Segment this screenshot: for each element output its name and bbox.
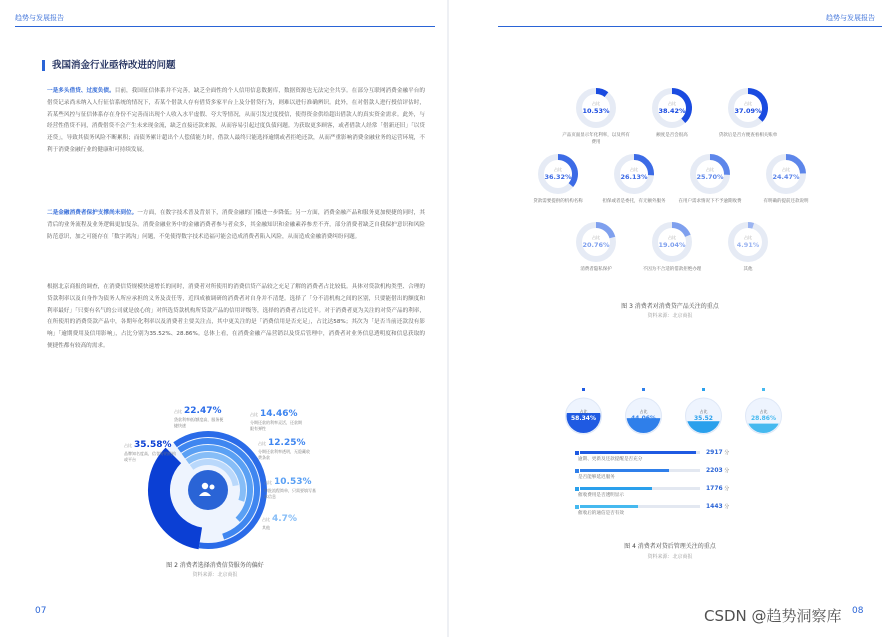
fig2-value: 12.25%: [268, 438, 306, 448]
fig4-circle-0: [562, 388, 606, 438]
right-header-title: 趋势与发展报告: [826, 14, 875, 22]
fig4-bar-label: 催收后的通信是否有效: [578, 511, 624, 516]
fig3-ring-2: [718, 86, 778, 140]
fig4-circle-value: 28.86%: [751, 415, 776, 422]
fig4-bar-value-wrap: [706, 503, 729, 510]
fig4-caption: 图 4 消费者对贷后管理关注的重点: [624, 543, 716, 550]
fig3-ring-4: [602, 152, 666, 206]
fig2-annotation-row: [264, 469, 316, 488]
fig4-bar-bullet: [575, 469, 579, 473]
fig2-annotation-row: [174, 398, 226, 417]
fig4-circle-3: [742, 388, 786, 438]
fig4-source: 资料来源：北京商报: [647, 554, 693, 560]
fig3-ring-svg: [726, 86, 770, 130]
left-header-title: 趋势与发展报告: [15, 14, 64, 22]
fig3-ring-prefix: 占比: [744, 101, 752, 106]
fig3-ring-label: 有明确的提前还款说明: [763, 199, 809, 204]
fig4-bar-value-wrap: [706, 449, 729, 456]
fig4-bar-value: 2917: [706, 449, 723, 456]
fig3-ring-value: 20.76%: [582, 241, 610, 249]
fig2-value-prefix: 占比: [264, 480, 272, 485]
fig3-ring-prefix: 占比: [668, 235, 676, 240]
paragraph-2-body: 一方面，在数字技术普及背景下，消费金融的门槛进一步降低；另一方面，消费金融产品和服务更加便捷的同时，其背后的业务流程及业务逻辑更加复杂。消费金融业务中的金融消费者参与者众多，其金融知识和金融素养参差不齐，部分消费者缺乏自我保护意识和风险防范意识，加之可能存在「数字鸿沟」问题，不免使得数字技术造福可能会造成消费者陷入风险，从而造成金融消费纠纷问题。: [47, 210, 425, 240]
paragraph-2: [47, 208, 425, 243]
fig4-bar-fill: [580, 505, 638, 508]
fig3-ring-prefix: 占比: [744, 235, 752, 240]
fig3-ring-arc: [596, 91, 606, 95]
fig3-ring-7: [572, 220, 620, 274]
paragraph-1-body: 目前，我国征信体系并不完善，缺乏全面性的个人信用信息数据库，数据资源也无法完全共享。在部分互联网消费金融平台的借贷记录尚未纳入人行征信系统的情况下，若某个借款人存有借贷多家平台上及分借贷行为，则难以进行准确辨识。此外，在对借款人进行授信评估时，若某些风控与征信体系存在身份不完善而出现个人收入水平虚假、夸大等情况，从而引发过度授信，使得资金供给超出借款人的真实资金需求。此外，与经营性借贷不同，消费借贷不会产生未来现金流，缺乏直接还款来源，从而容易引起过度负债问题。为获取更多顾客，或者借款人经常「借新还旧」「以贷还贷」，导致其债务风险不断累积；而债务累计超出个人偿债能力时，借款人最终只能选择逾期或者拒绝还款，从而严重影响消费金融业务的运营环境，不利于消费金融行业的健康和可持续发展。: [47, 88, 425, 153]
fig3-ring-1: [648, 86, 696, 140]
fig4-circle-value: 35.52: [694, 415, 713, 422]
fig3-ring-label: 担保或者是委托，有无额外服务: [602, 199, 666, 204]
right-page-number: 08: [852, 606, 864, 616]
fig4-dot: [582, 388, 585, 391]
fig3-ring-value: 4.91%: [736, 241, 760, 249]
fig4-bar-label: 催收费用是否透明显示: [578, 493, 624, 498]
fig2-annotation-row: [262, 506, 314, 525]
fig4-circle-2: [682, 388, 726, 438]
fig4-bar-value-wrap: [706, 467, 729, 474]
fig4-bar-label: 逾期、更新及还款提醒是否充分: [578, 457, 643, 462]
fig3-ring-prefix: 占比: [554, 167, 562, 172]
fig3-ring-prefix: 占比: [782, 167, 790, 172]
left-header-rule: [15, 26, 435, 27]
fig4-circle-prefix: 占比: [759, 409, 768, 414]
fig3-ring-label: 在用户需求情况下不予逾期收费: [678, 199, 742, 204]
fig4-bar-unit: 分: [722, 468, 730, 474]
fig2-annotation-row: [124, 432, 176, 451]
paragraph-2-lead: 二是金融消费者保护支撑尚未到位。: [47, 210, 138, 216]
fig2-desc: 审批流程简单，只需要填写基本信息: [264, 488, 316, 499]
fig4-circle-prefix: 占比: [699, 409, 708, 414]
fig3-source: 资料来源：北京商报: [647, 313, 693, 319]
fig3-ring-svg: [574, 86, 618, 130]
fig3-ring-value: 10.53%: [582, 107, 610, 115]
users-icon-second: [210, 485, 215, 490]
fig4-dot: [642, 388, 645, 391]
fig3-ring-5: [678, 152, 742, 206]
fig3-ring-prefix: 占比: [592, 101, 600, 106]
fig3-caption: 图 3 消费者对消费贷产品关注的重点: [621, 303, 719, 310]
fig3-ring-arc: [748, 225, 753, 226]
fig2-annotation-5: [124, 432, 176, 462]
fig2-annotation-4: [262, 506, 314, 531]
fig3-ring-value: 37.09%: [734, 107, 762, 115]
right-header-rule: [498, 26, 882, 27]
fig4-bar-bullet: [575, 505, 579, 509]
fig3-ring-svg: [764, 152, 808, 196]
fig4-bar-unit: 分: [722, 504, 730, 510]
fig4-dot: [702, 388, 705, 391]
fig4-bar-fill: [580, 469, 669, 472]
fig3-ring-svg: [574, 220, 618, 264]
fig2-desc: 分期还款的利率灵活，还款期限有弹性: [250, 420, 302, 431]
fig4-bar-value: 1776: [706, 485, 723, 492]
fig2-desc: 分期还款利率透明，无隐藏收费条款: [258, 449, 310, 460]
fig3-ring-label: 不因为不合适的借款拒绝办理: [642, 267, 702, 272]
fig2-value-prefix: 占比: [250, 412, 258, 417]
users-icon: [202, 483, 208, 489]
fig3-ring-9: [724, 220, 772, 274]
fig3-ring-8: [642, 220, 702, 274]
fig3-ring-svg: [688, 152, 732, 196]
fig3-ring-3: [534, 152, 582, 206]
fig3-ring-value: 36.32%: [544, 173, 572, 181]
fig4-bar-unit: 分: [722, 486, 730, 492]
fig4-circle-prefix: 占比: [639, 409, 648, 414]
fig2-source: 资料来源：北京商报: [192, 572, 238, 578]
paragraph-1: [47, 86, 425, 157]
fig2-value: 22.47%: [184, 406, 222, 416]
fig3-ring-prefix: 占比: [630, 167, 638, 172]
watermark-text: CSDN @趋势洞察库: [704, 607, 842, 625]
fig2-annotation-1: [250, 401, 302, 431]
fig4-circle-1: [622, 388, 666, 438]
fig3-ring-label: 消费者隐私保护: [580, 267, 612, 272]
fig2-annotation-3: [264, 469, 316, 499]
fig4-bar-value: 2203: [706, 467, 723, 474]
fig3-ring-svg: [650, 220, 694, 264]
section-title: 我国消金行业亟待改进的问题: [42, 60, 176, 71]
paragraph-1-lead: 一是多头借贷、过度负债。: [47, 88, 115, 94]
paragraph-3: [47, 282, 425, 353]
fig2-center-disc: [188, 470, 228, 510]
fig4-circle-value: 44.06%: [631, 415, 656, 422]
fig3-ring-svg: [536, 152, 580, 196]
fig3-ring-label: 额度是否会很高: [656, 133, 688, 138]
fig3-ring-label: 产品页面显示年化利率，以及所有费用: [562, 133, 630, 145]
fig4-bar-unit: 分: [722, 450, 730, 456]
fig2-annotation-row: [250, 401, 302, 420]
fig2-desc: 品牌知名度高，信誉好的机构或平台: [124, 451, 176, 462]
fig3-ring-6: [762, 152, 810, 206]
fig4-bar-value: 1443: [706, 503, 723, 510]
fig3-ring-value: 26.13%: [620, 173, 648, 181]
fig3-ring-label: 贷款需要提供的机构名称: [533, 199, 583, 204]
fig3-ring-svg: [612, 152, 656, 196]
paragraph-3-body: 根据北京商报的调查，在消费信贷规模快速增长的同时，消费者对所使用的消费信贷产品较之充足了解的消费者占比较低。具体对贷款机构类型、合理的贷款利率以及自身作为债务人所应承担的义务及责任等，近四成被调研的消费者对自身并不清楚。选择了「分不清机构之间的区别，只要能借出的额度和利率最好」「只要有名气的公司就是放心的」对所选贷款机构所贷款产品的信用评级等，选择的消费者占比近半。对于消费者更为关注的对贷产品的利率，在所使用的消费贷款产品中，各期年化利率以及消费者主要关注点，其中更关注的是「消费信用是否充足」，占比达58%；其次为「是否当前还款没有影响」「逾期费用及信用影响」，占比分别为35.52%、28.86%。总体上看，在消费金融产品营销以及贷后管理中，消费者对业务信息透明度和信息获取的便捷性都有较高的需求。: [47, 284, 425, 349]
fig3-ring-svg: [726, 220, 770, 264]
fig2-value-prefix: 占比: [262, 517, 270, 522]
fig3-ring-0: [562, 86, 630, 146]
fig3-ring-value: 19.04%: [658, 241, 686, 249]
fig3-ring-prefix: 占比: [706, 167, 714, 172]
fig4-bar-bullet: [575, 451, 579, 455]
fig2-value: 4.7%: [272, 514, 297, 524]
fig3-ring-label: 其他: [743, 267, 753, 272]
fig4-bar-label: 是否能够延迟服务: [578, 475, 615, 480]
fig3-ring-prefix: 占比: [668, 101, 676, 106]
fig4-circle-prefix: 占比: [579, 409, 588, 414]
fig2-annotation-0: [174, 398, 226, 428]
fig2-caption: 图 2 消费者选择消费信贷服务的偏好: [166, 562, 264, 569]
fig2-value-prefix: 占比: [258, 441, 266, 446]
fig4-bar-bullet: [575, 487, 579, 491]
fig4-bar-value-wrap: [706, 485, 729, 492]
fig2-desc: 其他: [262, 525, 270, 530]
fig3-ring-svg: [650, 86, 694, 130]
fig3-ring-prefix: 占比: [592, 235, 600, 240]
fig2-value-prefix: 占比: [124, 443, 132, 448]
fig2-annotation-row: [258, 430, 310, 449]
fig2-value-prefix: 占比: [174, 409, 182, 414]
fig2-value: 35.58%: [134, 440, 172, 450]
fig3-ring-label: 贷款后是否方便查看相关账单: [718, 133, 778, 138]
fig3-ring-value: 38.42%: [658, 107, 686, 115]
fig2-desc: 贷款利率低/额度高，服务便捷快速: [174, 417, 224, 428]
fig4-circle-value: 58.34%: [571, 415, 596, 422]
fig2-annotation-2: [258, 430, 310, 460]
fig3-ring-value: 25.70%: [696, 173, 724, 181]
fig3-ring-value: 24.47%: [772, 173, 800, 181]
left-page-number: 07: [35, 606, 47, 616]
fig4-bar-fill: [580, 487, 652, 490]
fig2-value: 14.46%: [260, 409, 298, 419]
fig4-dot: [762, 388, 765, 391]
fig4-bar-fill: [580, 451, 696, 454]
fig2-value: 10.53%: [274, 477, 312, 487]
